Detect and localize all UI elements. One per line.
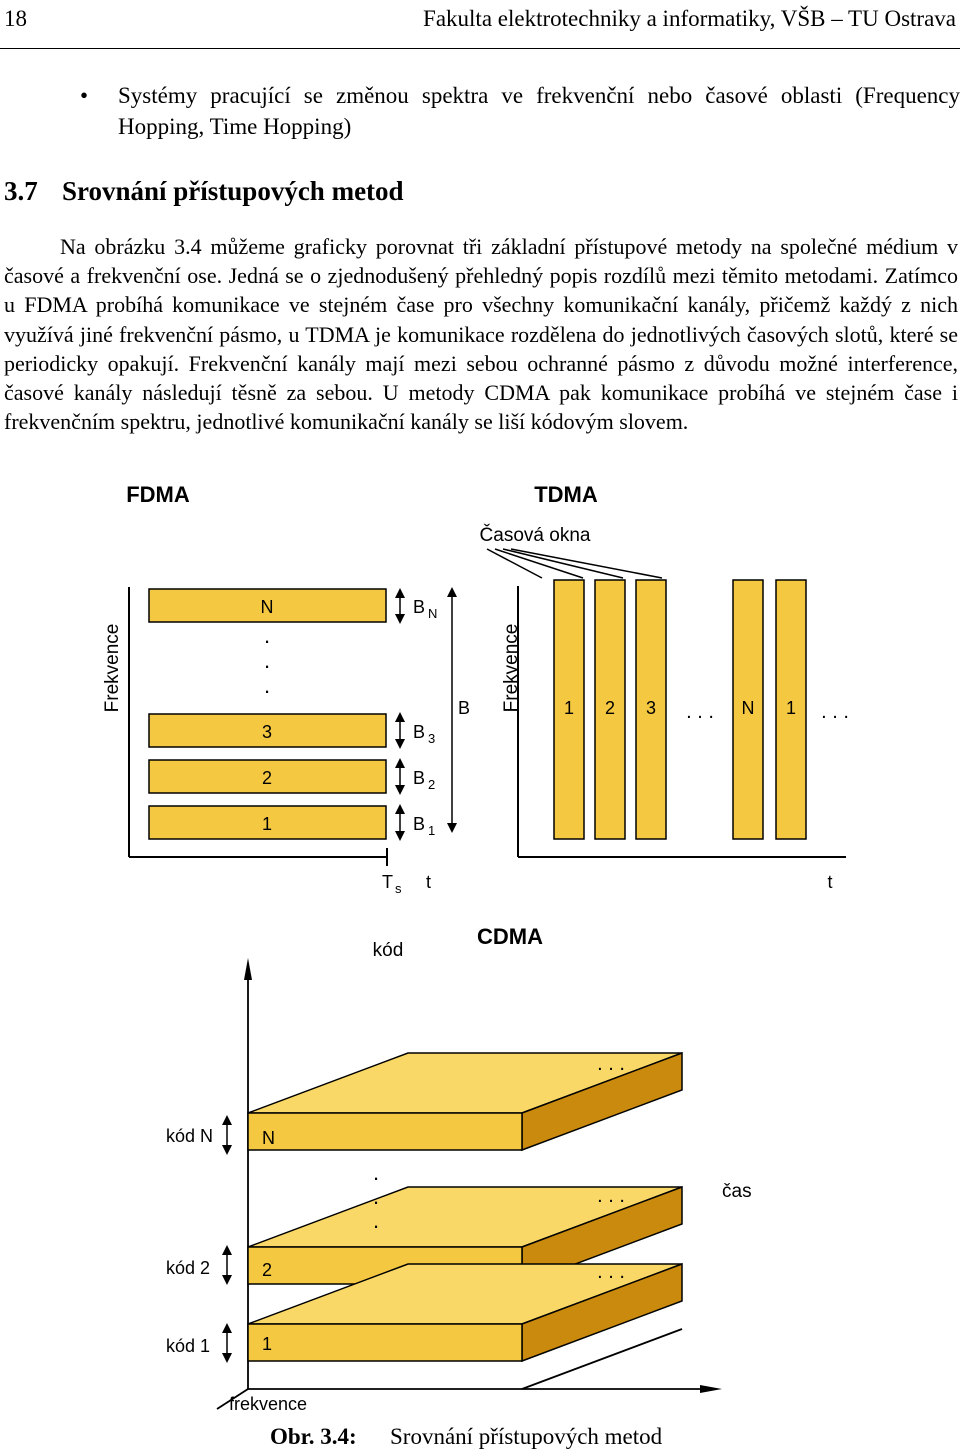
band-label-2: B $_2$ [413, 768, 436, 792]
cdma-vertical-dot: . [372, 1208, 380, 1233]
freq-axis-label: frekvence [229, 1394, 308, 1414]
fdma-y-label: Frekvence [102, 623, 123, 713]
tdma-ellipsis: . . . [821, 701, 849, 723]
code-axis-arrow-icon [244, 958, 252, 980]
fdma-ellipsis-dot: . [263, 648, 271, 673]
slot-label: 3 [645, 698, 657, 718]
tdma-ellipsis: . . . [686, 701, 714, 723]
fdma-ellipsis-dot: . [263, 673, 271, 698]
fdma-channel-label-1: 1 [261, 814, 273, 834]
bullet-icon: • [80, 83, 89, 108]
layer-label-2: 2 [262, 1260, 273, 1280]
figure-caption [270, 1424, 662, 1450]
tdma-title: TDMA [534, 482, 598, 507]
cdma-vertical-dot: . [372, 1184, 380, 1209]
tdma-x-label: t [827, 872, 833, 892]
fdma-channel-label-n: N [260, 597, 274, 617]
caption-text: Srovnání přístupových metod [390, 1424, 663, 1449]
window-pointer-line [503, 549, 623, 578]
slot-label: 2 [604, 698, 616, 718]
caption-label: Obr. 3.4: [270, 1424, 357, 1449]
code-label-1: kód 1 [166, 1336, 211, 1356]
time-windows-label: Časová okna [479, 525, 591, 546]
tdma-y-label: Frekvence [501, 623, 522, 713]
fdma-channel-label-2: 2 [261, 768, 273, 788]
code-label-n: kód N [166, 1126, 214, 1146]
layer-label-1: 1 [262, 1334, 273, 1354]
header-institution: Fakulta elektrotechniky a informatiky, VŠB – TU Ostrava [423, 6, 956, 31]
cdma-title: CDMA [477, 924, 543, 949]
fdma-x-label: t [426, 872, 432, 892]
section-number: 3.7 [4, 176, 38, 206]
fdma-ellipsis-dot: . [263, 623, 271, 648]
window-pointer-line [495, 549, 583, 578]
code-label-2: kód 2 [166, 1258, 211, 1278]
layer-label-n: N [262, 1128, 275, 1148]
slot-label: 1 [563, 698, 575, 718]
page-number: 18 [4, 6, 27, 31]
freq-axis-arrow-icon [700, 1385, 722, 1393]
band-label-1: B $_1$ [413, 814, 436, 838]
fdma-title: FDMA [126, 482, 190, 507]
total-band-label: B [458, 698, 471, 718]
cdma-ellipsis: . . . [597, 1053, 625, 1075]
tdma-diagram [480, 482, 849, 892]
fdma-channel-label-3: 3 [261, 722, 273, 742]
fdma-diagram [102, 482, 470, 896]
band-label-3: B $_3$ [413, 722, 436, 746]
cdma-ellipsis: . . . [597, 1185, 625, 1207]
cdma-vertical-dot: . [372, 1160, 380, 1185]
slot-label: 1 [785, 698, 797, 718]
time-axis-label: čas [722, 1181, 752, 1202]
slot-label: N [741, 698, 755, 718]
paragraph-text: Na obrázku 3.4 můžeme graficky porovnat tři základní přístupové metody na společné médium v časové a frekvenční ose. Jedná se o zjednodušený přehledný popis rozdílů mezi těmito metodami. Zatímco u FDMA probíhá komunikace ve stejném čase pro všechny komunikační kanály, přičemž každý z nich využívá jiné frekvenční pásmo, u TDMA je komunikace rozdělena do jednotlivých časových slotů, které se periodicky opakují. Frekvenční kanály mají mezi sebou ochranné pásmo z důvodu možné interference, časové kanály následují těsně za sebou. U metody CDMA pak komunikace probíhá ve stejném čase i frekvenčním spektru, jednotlivé komunikační kanály se liší kódovým slovem. [4, 234, 958, 435]
band-label-n: B $_N$ [413, 597, 438, 621]
ts-label: T $_s$ [382, 872, 402, 896]
cdma-ellipsis: . . . [597, 1261, 625, 1283]
bullet-text: Systémy pracující se změnou spektra ve frekvenční nebo časové oblasti (Frequency Hopping, Time Hopping) [118, 83, 960, 139]
code-axis-label: kód [372, 940, 404, 961]
section-title: Srovnání přístupových metod [62, 176, 404, 206]
cdma-diagram [166, 924, 752, 1414]
